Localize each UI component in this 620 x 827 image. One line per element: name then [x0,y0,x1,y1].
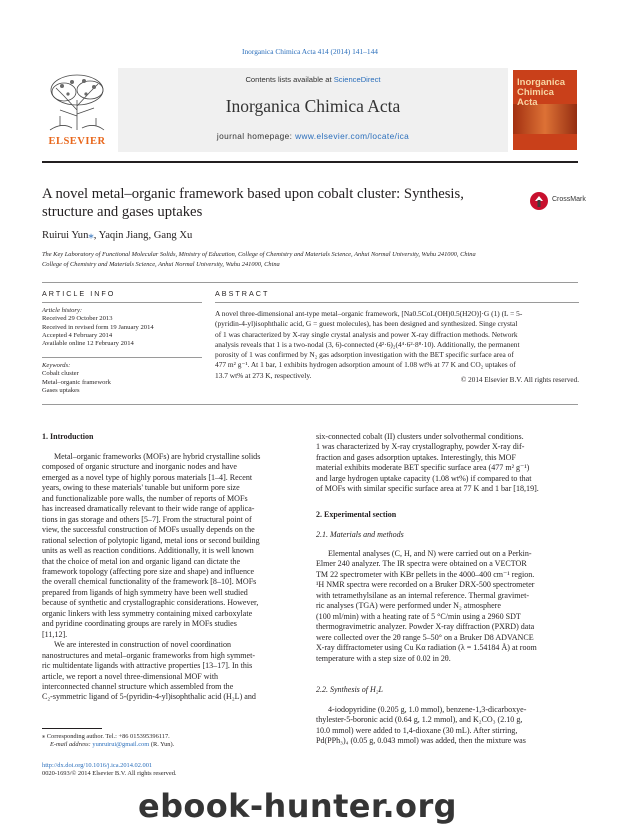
text-line: X-ray diffractometer using Cu Kα radiation (λ = 1.54184 Å) at room [316,643,537,653]
text-line: (100 ml/min) with a heating rate of 5 °C/min using a 2960 SDT [316,611,521,621]
journal-title: Inorganica Chimica Acta [225,96,401,116]
text-line: framework topology (affecting pore size and shape) and influence [42,566,255,576]
text-line: Elemental analyses (C, H, and N) were carried out on a Perkin- [328,549,532,558]
email-suffix: (R. Yun). [150,741,175,749]
history-entry: Received in revised form 19 January 2014 [42,323,154,331]
text-line: TM 22 spectrometer with KBr pellets in the 4000–400 cm⁻¹ region. [316,569,535,579]
subsection-heading-materials: 2.1. Materials and methods [316,530,404,539]
keyword: Cobalt cluster [42,370,79,378]
text-line: six-connected cobalt (II) clusters under solvothermal conditions. [316,432,524,441]
header-rule [42,161,578,163]
text-line: Metal–organic frameworks (MOFs) are hybrid crystalline solids [54,452,261,461]
text-line: ¹H NMR spectra were recorded on a Bruker DRX-500 spectrometer [316,580,535,590]
section-heading-introduction: 1. Introduction [42,432,94,441]
article-info-heading: ARTICLE INFO [42,289,116,298]
article-title-line: structure and gases uptakes [42,204,203,220]
text-line: of MOFs with similar specific surface area at 77 K and 1 bar [18,19]. [316,484,539,494]
author-name[interactable]: Ruirui Yun [42,230,89,241]
text-line: with tetramethylsilane as an internal reference. Thermal gravimet- [316,590,529,600]
text-line: thylester-5-boronic acid (0.64 g, 1.2 mmol), and K₂CO₃ (2.10 g, [316,715,523,725]
text-line: 1 was characterized by X-ray crystallography, powder X-ray dif- [316,442,525,452]
cover-decoration [513,104,577,134]
text-line: Elmer 240 analyzer. The IR spectra were obtained on a VECTOR [316,559,527,569]
materials-paragraph [316,549,578,664]
history-label: Article history: [42,307,83,314]
abstract-line: analysis reveals that 1 is a two-nodal (3, 6)-connected (4²·6)₂(4⁴·6²·8⁸·10). Additionally, the permanent [215,339,520,349]
abstract-line: A novel three-dimensional ant-type metal–organic framework, [Na0.5CoL(OH)0.5(H2O)]·G (1) (L = 5- [215,309,523,318]
section-heading-experimental: 2. Experimental section [316,510,397,519]
abstract-line: 13.7 wt% at 273 K, respectively. [215,370,312,380]
affiliation-rule [42,282,578,283]
author-names-rest: , Yaqin Jiang, Gang Xu [93,230,193,241]
abstract-line: of 1 was characterized by X-ray single crystal analysis and power X-ray diffraction methods. Network [215,329,518,339]
article-info-rule [42,302,202,303]
text-line: fraction and gases adsorption uptakes. Interestingly, this MOF [316,452,516,462]
abstract-line: 477 m² g⁻¹. At 1 bar, 1 exhibits hydrogen adsorption amount of 1.08 wt% at 77 K and CO₂ uptakes of [215,360,516,370]
abstract-copyright: © 2014 Elsevier B.V. All rights reserved. [460,376,579,384]
keywords-label: Keywords: [42,362,71,369]
text-line: material exhibits moderate BET specific surface area (477 m² g⁻¹) [316,463,530,473]
text-line: and functionalizable pore walls, the number of reports of MOFs [42,493,248,503]
text-line: has increased dramatically relevant to their wide range of applica- [42,504,255,514]
text-line: were collected over the 2θ range 5–50° on a Bruker D8 ADVANCE [316,632,534,642]
text-line: and large hydrogen uptake capacity (1.08 wt%) if compared to that [316,473,532,483]
cover-title: Inorganica Chimica Acta [517,77,566,108]
issn-line: 0020-1693/© 2014 Elsevier B.V. All rights reserved. [42,770,177,778]
history-entry: Available online 12 February 2014 [42,340,134,348]
homepage-prefix: journal homepage: [216,131,293,141]
abstract-line: (pyridin-4-yl)isophthalic acid, G = guest molecules), has been designed and synthesized. Singe crystal [215,319,518,329]
text-line: 4-iodopyridine (0.205 g, 1.0 mmol), benzene-1,3-dicarboxye- [328,705,527,714]
article-title [42,185,512,221]
text-line: interconnected channel structure which assembled from the [42,681,234,691]
text-line: the overall chemical functionality of the framework [8–10]. MOFs [42,577,257,587]
text-line: because of synthetic and crystallographic considerations. However, [42,598,259,608]
text-line: prepared from ligands of high symmetry have been well studied [42,587,248,597]
crossmark-label[interactable]: CrossMark [552,196,586,203]
abstract-bottom-rule [42,404,578,405]
synthesis-paragraph [316,705,578,747]
text-line: Pd(PPh₃)₄ (0.05 g, 0.043 mmol) was added, then the mixture was [316,736,526,746]
email-link[interactable]: yunruirui@gmail.com [92,741,150,749]
abstract-heading: ABSTRACT [215,289,270,298]
text-line: composed of organic structure and inorganic nodes and have [42,462,238,472]
text-line: emerged as a novel type of highly porous materials [1–4]. Recent [42,472,253,482]
subsection-heading-synthesis: 2.2. Synthesis of H₂L [316,685,384,694]
text-line: ric analyses (TGA) were performed under N₂ atmosphere [316,601,501,611]
keywords-rule [42,357,202,358]
text-line: [11,12]. [42,629,68,639]
author-list [42,229,192,241]
keyword: Gases uptakes [42,386,80,394]
history-entry: Received 29 October 2013 [42,315,113,323]
keywords [42,362,202,395]
text-line: rational selection of polytopic ligand, metal ions or second building [42,535,260,545]
watermark-text: ebook-hunter.org [138,787,457,825]
text-line: and pyridine coordinating groups are rarely in MOFs studies [42,619,237,629]
text-line: thermogravimetric analyzer. Powder X-ray diffraction (PXRD) data [316,622,535,632]
email-line [42,741,302,749]
text-line: that the choice of metal ion and organic ligand can dictate the [42,556,241,566]
text-line: ric multidentate ligands with attractive properties [13–17]. In this [42,661,253,671]
text-line: organic linkers with less symmetry containing mixed carboxylate [42,608,253,618]
footnote [42,733,302,750]
corresponding-author-mark[interactable]: ⁎ [88,230,94,241]
email-label: E-mail address: [50,741,91,749]
text-line: We are interested in construction of novel coordination [54,640,231,650]
text-line: article, we report a novel three-dimensional MOF with [42,671,219,681]
abstract-line: porosity of 1 was confirmed by N₂ gas adsorption investigation with the BET specific surface area of [215,350,514,360]
text-line: 10.0 mmol) were added to 1,4-dioxane (30 mL). After stirring, [316,725,518,735]
doi-link[interactable]: http://dx.doi.org/10.1016/j.ica.2014.02.001 [42,762,153,769]
homepage-link[interactable]: www.elsevier.com/locate/ica [295,131,410,141]
affiliation-line: College of Chemistry and Materials Science, Anhui Normal University, Wuhu 241000, China [42,260,280,268]
sciencedirect-link[interactable]: ScienceDirect [333,75,381,84]
abstract-rule [215,302,579,303]
history-entry: Accepted 4 February 2014 [42,331,113,339]
publisher-name: ELSEVIER [48,136,106,147]
affiliation-line: The Key Laboratory of Functional Molecular Solids, Ministry of Education, College of Chemistry and Materials Science, Anhui Normal University, Wuhu 241000, China [42,251,476,258]
contents-prefix: Contents lists available at [245,75,332,84]
corresponding-author-note: ⁎ Corresponding author. Tel.: +86 015395396117. [42,733,170,740]
keyword: Metal–organic framework [42,378,111,386]
text-line: temperature with a step size of 0.02 in 2θ. [316,653,451,663]
text-line: units as well as reaction conditions. Additionally, it is well known [42,546,254,556]
text-line: nanostructures and metal–organic frameworks from high symmet- [42,650,256,660]
text-line: tions in gas storage and others [5–7]. From the structural point of [42,514,252,524]
journal-homepage [118,131,508,141]
right-column-intro-continued [316,432,578,495]
text-line: view, the successful construction of MOFs usually depends on the [42,525,255,535]
text-line: years, owing to these materials' tunable but uniform pore size [42,483,240,493]
page-footer [42,762,342,779]
footnote-rule [42,728,102,729]
introduction-paragraph [42,452,304,703]
article-history [42,307,202,348]
journal-reference[interactable]: Inorganica Chimica Acta 414 (2014) 141–144 [242,47,378,56]
article-title-line: A novel metal–organic framework based upon cobalt cluster: Synthesis, [42,186,464,202]
contents-line [118,75,508,84]
affiliations [42,250,582,269]
abstract-text [215,309,579,381]
text-line: C₂-symmetric ligand of 5-(pyridin-4-yl)isophthalic acid (H₂L) and [42,692,256,702]
journal-cover-image [513,70,577,150]
